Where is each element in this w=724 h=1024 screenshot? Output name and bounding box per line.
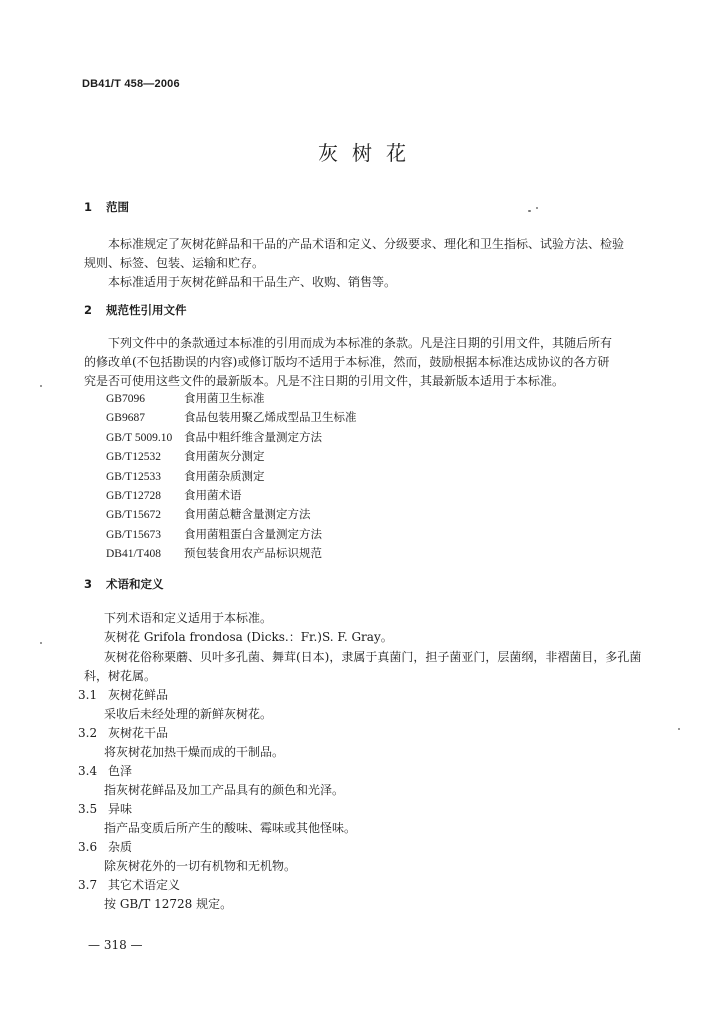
- term-definition: 指产品变质后所产生的酸味、霉味或其他怪味。: [104, 821, 357, 835]
- scan-speck: [40, 385, 42, 387]
- scan-speck: [678, 728, 680, 730]
- term-definition: 除灰树花外的一切有机物和无机物。: [104, 859, 297, 873]
- section-2-intro-line1: 下列文件中的条款通过本标准的引用而成为本标准的条款。凡是注日期的引用文件，其随后所有: [108, 336, 613, 350]
- reference-title: 食品中粗纤维含量测定方法: [184, 429, 322, 444]
- section-2-intro-line3: 究是否可使用这些文件的最新版本。凡是不注日期的引用文件，其最新版本适用于本标准。: [84, 374, 565, 388]
- term-definition: 指灰树花鲜品及加工产品具有的颜色和光泽。: [104, 783, 345, 797]
- section-3-description-line2: 科，树花属。: [84, 669, 157, 683]
- section-1-para1-line1: 本标准规定了灰树花鲜品和干品的产品术语和定义、分级要求、理化和卫生指标、试验方法、检验: [108, 237, 625, 251]
- scan-speck: [536, 207, 538, 209]
- term-number: 3.1: [78, 688, 98, 702]
- reference-row: [106, 505, 357, 524]
- reference-title: 食用菌总糖含量测定方法: [184, 507, 311, 522]
- document-title: 灰树花: [318, 141, 420, 165]
- term-3-5: [78, 800, 132, 817]
- reference-code: DB41/T408: [106, 548, 161, 561]
- term-definition: 按 GB/T 12728 规定。: [104, 897, 233, 911]
- section-3-description-line1: 灰树花俗称栗蘑、贝叶多孔菌、舞茸(日本)，隶属于真菌门，担子菌亚门，层菌纲，非褶菌目，多孔菌: [104, 650, 642, 664]
- reference-code: GB/T12728: [106, 489, 161, 502]
- reference-code: GB/T 5009.10: [106, 431, 173, 444]
- term-name: 杂质: [108, 840, 133, 854]
- reference-title: 食用菌杂质测定: [184, 468, 265, 483]
- term-name: 其它术语定义: [108, 878, 181, 892]
- reference-title: 食用菌粗蛋白含量测定方法: [184, 526, 322, 541]
- term-number: 3.7: [78, 878, 98, 892]
- term-3-6: [78, 838, 132, 855]
- section-2-intro-line2: 的修改单(不包括勘误的内容)或修订版均不适用于本标准，然而，鼓励根据本标准达成协议的各方研: [84, 355, 610, 369]
- reference-row: [106, 428, 357, 447]
- reference-row: [106, 447, 357, 466]
- section-1-title: 范围: [106, 200, 129, 214]
- term-number: 3.2: [78, 726, 98, 740]
- reference-code: GB/T15673: [106, 528, 161, 541]
- section-2-number: 2: [84, 303, 93, 317]
- section-3-latin-name: 灰树花 Grifola frondosa (Dicks.：Fr.)S. F. Gray。: [104, 630, 393, 644]
- standard-number: DB41/T 458—2006: [82, 78, 180, 90]
- section-3-heading: [84, 576, 164, 592]
- term-name: 灰树花干品: [108, 726, 169, 740]
- section-2-heading: [84, 302, 187, 318]
- scan-speck: [528, 210, 531, 212]
- section-3-number: 3: [84, 577, 93, 591]
- term-3-2: [78, 724, 168, 741]
- scan-speck: [40, 642, 42, 644]
- term-name: 异味: [108, 802, 133, 816]
- reference-row: [106, 467, 357, 486]
- term-3-7: [78, 876, 180, 893]
- reference-code: GB/T12533: [106, 470, 161, 483]
- section-1-number: 1: [84, 200, 93, 214]
- term-name: 灰树花鲜品: [108, 688, 169, 702]
- term-number: 3.6: [78, 840, 98, 854]
- reference-title: 食用菌卫生标准: [184, 391, 265, 405]
- reference-row: [106, 544, 357, 563]
- reference-title: 预包装食用农产品标识规范: [184, 546, 322, 561]
- section-1-para2: 本标准适用于灰树花鲜品和干品生产、收购、销售等。: [108, 275, 397, 289]
- section-3-intro: 下列术语和定义适用于本标准。: [104, 611, 273, 625]
- reference-code: GB7096: [106, 393, 145, 405]
- section-1-heading: [84, 199, 129, 215]
- normative-references-list: [106, 389, 357, 564]
- page-number: — 318 —: [88, 938, 143, 952]
- reference-code: GB/T12532: [106, 451, 161, 464]
- reference-row: [106, 525, 357, 544]
- term-definition: 采收后未经处理的新鲜灰树花。: [104, 707, 273, 721]
- reference-title: 食用菌术语: [184, 487, 242, 502]
- reference-row: [106, 389, 357, 408]
- reference-title: 食品包装用聚乙烯成型品卫生标准: [184, 410, 357, 425]
- reference-row: [106, 408, 357, 427]
- reference-row: [106, 486, 357, 505]
- section-2-title: 规范性引用文件: [106, 303, 187, 317]
- term-number: 3.5: [78, 802, 98, 816]
- term-definition: 将灰树花加热干燥而成的干制品。: [104, 745, 285, 759]
- term-3-4: [78, 762, 132, 779]
- term-3-1: [78, 686, 168, 703]
- section-3-title: 术语和定义: [106, 577, 164, 591]
- term-name: 色泽: [108, 764, 133, 778]
- section-1-para1-line2: 规则、标签、包装、运输和贮存。: [84, 256, 265, 270]
- term-number: 3.4: [78, 764, 98, 778]
- reference-title: 食用菌灰分测定: [184, 449, 265, 464]
- reference-code: GB/T15672: [106, 509, 161, 522]
- reference-code: GB9687: [106, 412, 145, 425]
